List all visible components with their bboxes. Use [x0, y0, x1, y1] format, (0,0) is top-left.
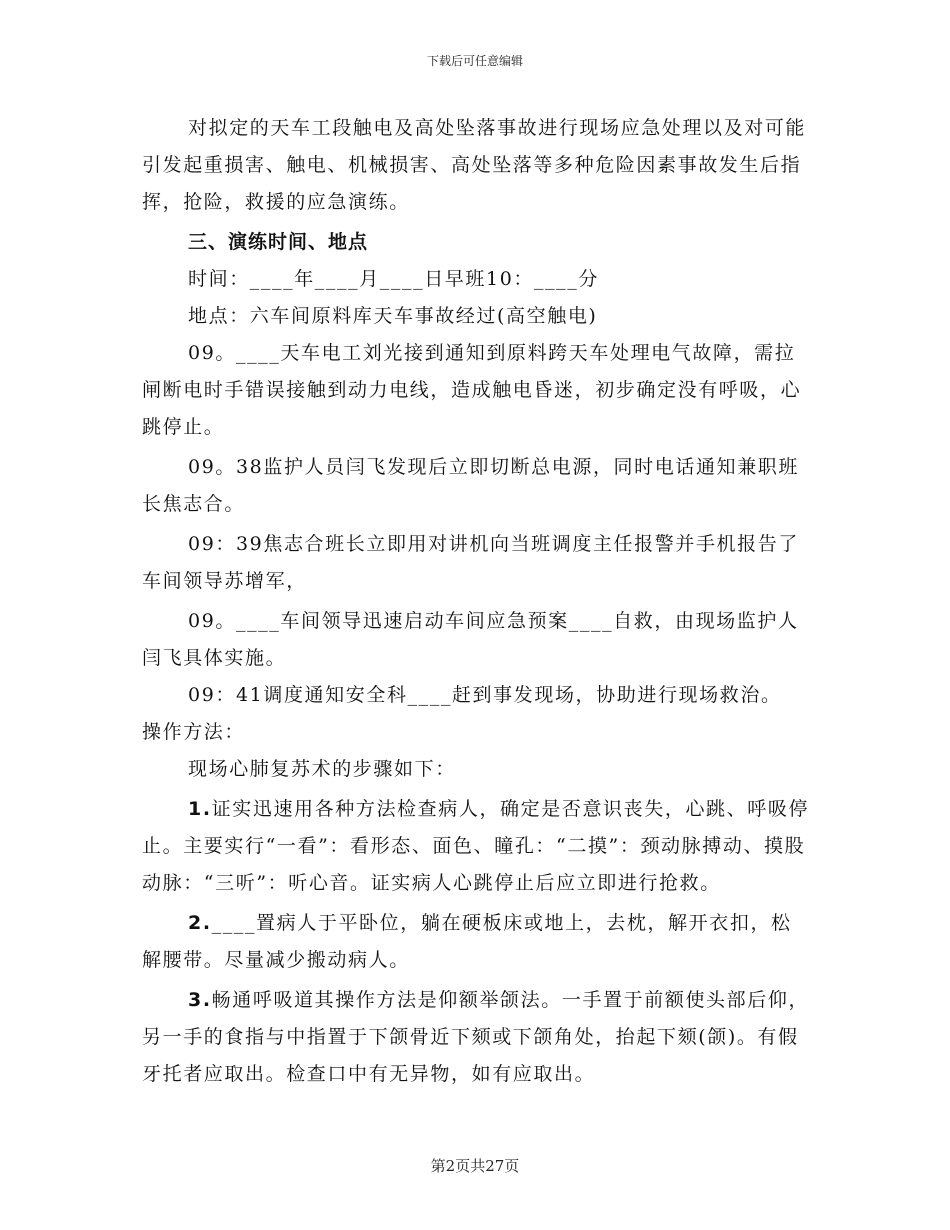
timeline-entry-0939: 09：39焦志合班长立即用对讲机向当班调度主任报警并手机报告了车间领导苏增军， [142, 533, 799, 592]
operation-method-label: 操作方法： [142, 721, 246, 743]
step-text: 畅通呼吸道其操作方法是仰额举颌法。一手置于前额使头部后仰，另一手的食指与中指置于下颌骨近下颏或下颌角处，抬起下颏(颌)。有假牙托者应取出。检查口中有无异物，如有应取出。 [142, 989, 810, 1085]
step-number: 2. [188, 912, 212, 934]
cpr-steps-intro: 现场心肺复苏术的步骤如下： [188, 758, 456, 780]
place-line: 地点：六车间原料库天车事故经过(高空触电) [188, 305, 598, 327]
document-body [142, 110, 810, 1093]
cpr-step-1 [142, 791, 810, 902]
page-header: 下载后可任意编辑 [426, 54, 523, 68]
cpr-step-2 [142, 905, 810, 979]
cpr-step-3 [142, 982, 810, 1093]
timeline-entry-0940: 09。____车间领导迅速启动车间应急预案____自救，由现场监护人闫飞具体实施。 [142, 610, 799, 669]
time-line: 时间：____年____月____日早班10：____分 [188, 268, 599, 290]
step-number: 3. [188, 989, 212, 1011]
drill-scope-paragraph: 对拟定的天车工段触电及高处坠落事故进行现场应急处理以及对可能引发起重损害、触电、机械损害、高处坠落等多种危险因素事故发生后指挥，抢险，救援的应急演练。 [142, 117, 807, 213]
timeline-entry-0937: 09。____天车电工刘光接到通知到原料跨天车处理电气故障，需拉闸断电时手错误接触到动力电线，造成触电昏迷，初步确定没有呼吸，心跳停止。 [142, 342, 802, 438]
step-text: ____置病人于平卧位，躺在硬板床或地上，去枕，解开衣扣，松解腰带。尽量减少搬动病人。 [142, 912, 792, 971]
step-number: 1. [188, 798, 212, 820]
page-footer: 第2页共27页 [430, 1157, 520, 1175]
section-heading-time-place: 三、演练时间、地点 [188, 231, 369, 253]
timeline-entry-0941: 09：41调度通知安全科____赶到事发现场，协助进行现场救治。 [188, 684, 782, 706]
timeline-entry-0938: 09。38监护人员闫飞发现后立即切断总电源，同时电话通知兼职班长焦志合。 [142, 456, 799, 515]
step-text: 证实迅速用各种方法检查病人，确定是否意识丧失，心跳、呼吸停止。主要实行“一看”：看形态、面色、瞳孔：“二摸”：颈动脉搏动、摸股动脉：“三听”：听心音。证实病人心跳停止后应立即进行抢救。 [142, 798, 810, 894]
